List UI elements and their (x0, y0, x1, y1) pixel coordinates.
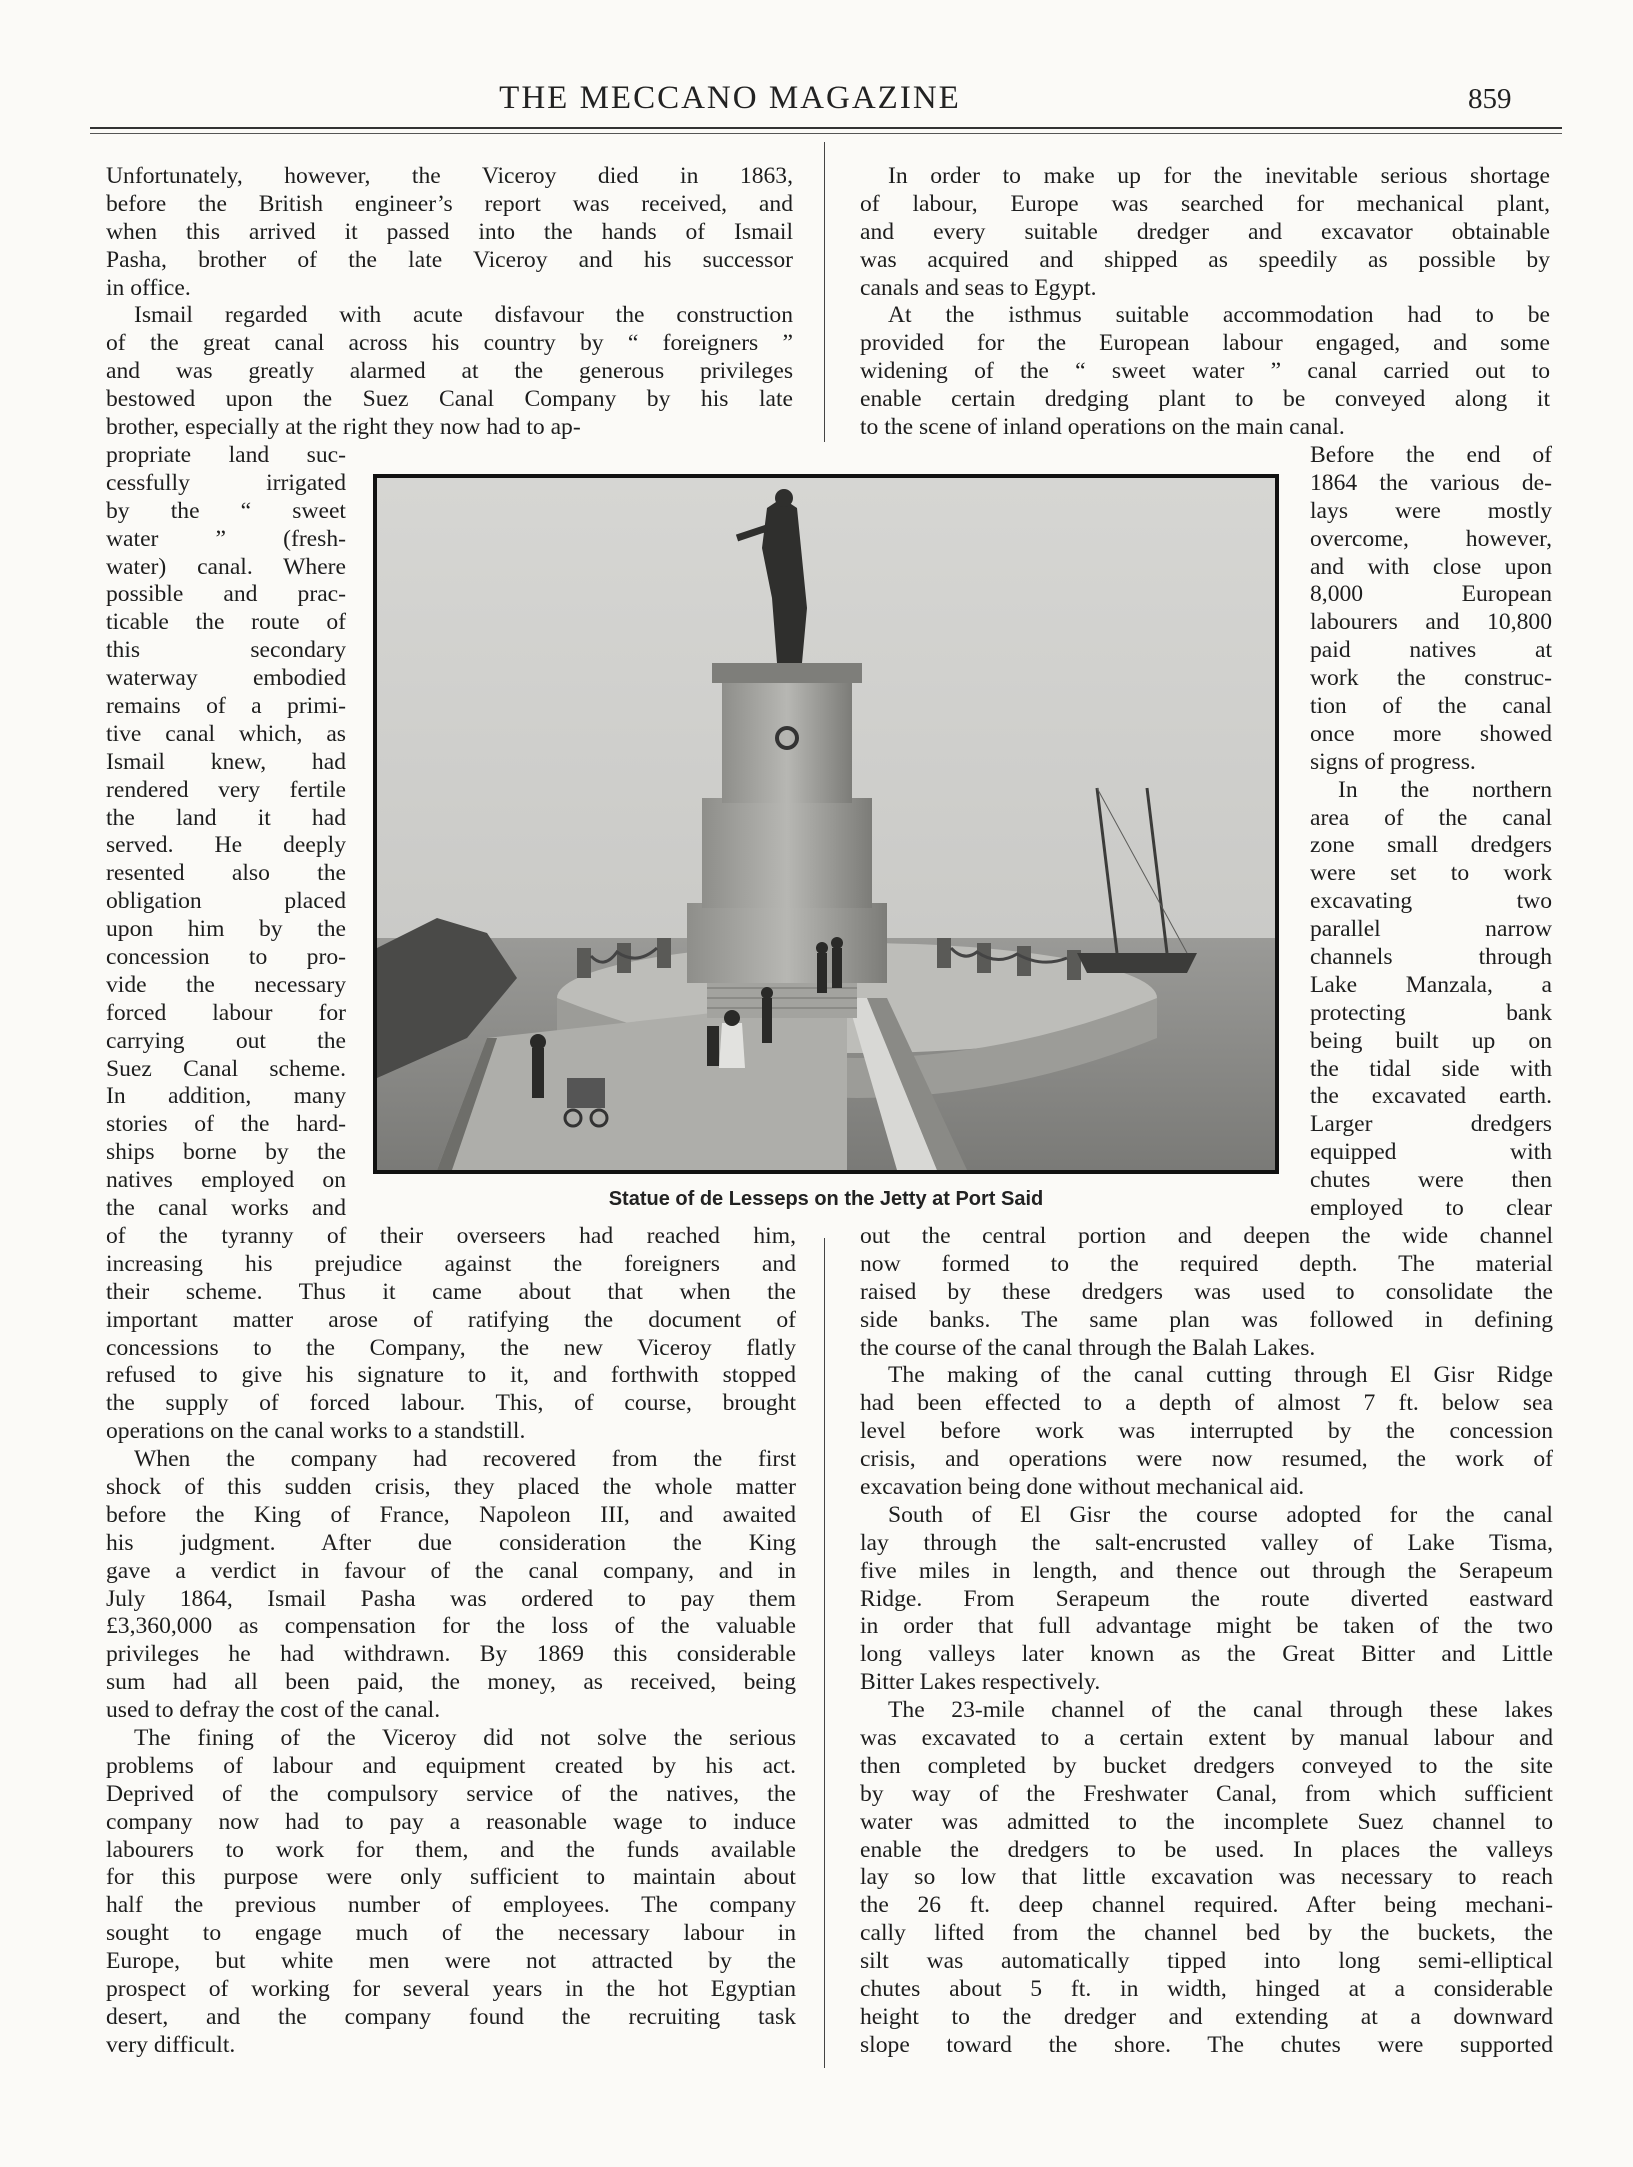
text-line: £3,360,000 as compensation for the loss of the valuable (106, 1613, 796, 1640)
text-line: by the “ sweet (106, 497, 346, 524)
text-line: In the northern (1338, 776, 1552, 803)
text-line: was excavated to a certain extent by manual labour and (860, 1725, 1553, 1752)
text-line: the land it had (106, 804, 346, 831)
text-line: operations on the canal works to a standstill. (106, 1418, 526, 1445)
text-line: natives employed on (106, 1167, 346, 1194)
text-line: provided for the European labour engaged, and some (860, 330, 1550, 357)
text-line: before the King of France, Napoleon III, and awaited (106, 1501, 796, 1528)
text-line: signs of progress. (1310, 748, 1476, 775)
text-line: were set to work (1310, 860, 1552, 887)
text-line: parallel narrow (1310, 916, 1552, 943)
text-line: water ” (fresh- (106, 525, 346, 552)
text-line: In addition, many (106, 1083, 346, 1110)
text-line: Lake Manzala, a (1310, 971, 1552, 998)
text-line: lay through the salt-encrusted valley of Lake Tisma, (860, 1529, 1553, 1556)
text-line: sought to engage much of the necessary labour in (106, 1920, 796, 1947)
text-line: height to the dredger and extending at a downward (860, 2003, 1553, 2030)
text-line: vide the necessary (106, 971, 346, 998)
text-line: the tidal side with (1310, 1055, 1552, 1082)
text-line: Ridge. From Serapeum the route diverted eastward (860, 1585, 1553, 1612)
text-line: paid natives at (1310, 637, 1552, 664)
text-line: brother, especially at the right they now had to ap- (106, 414, 581, 441)
text-line: cessfully irrigated (106, 469, 346, 496)
text-line: Europe, but white men were not attracted by the (106, 1948, 796, 1975)
text-line: enable certain dredging plant to be conveyed along it (860, 386, 1550, 413)
text-line: overcome, however, (1310, 525, 1552, 552)
text-line: used to defray the cost of the canal. (106, 1697, 441, 1724)
text-line: being built up on (1310, 1027, 1552, 1054)
text-line: South of El Gisr the course adopted for the canal (888, 1501, 1553, 1528)
text-line: When the company had recovered from the first (134, 1446, 796, 1473)
text-line: company now had to pay a reasonable wage to induce (106, 1808, 796, 1835)
text-line: problems of labour and equipment created by his act. (106, 1752, 796, 1779)
text-line: The making of the canal cutting through El Gisr Ridge (888, 1362, 1553, 1389)
text-line: lay so low that little excavation was necessary to reach (860, 1864, 1553, 1891)
text-line: Bitter Lakes respectively. (860, 1669, 1101, 1696)
left-column-narrow-text (106, 442, 346, 1223)
text-line: level before work was interrupted by the concession (860, 1418, 1553, 1445)
text-line: area of the canal (1310, 804, 1552, 831)
text-line: labourers and 10,800 (1310, 609, 1552, 636)
text-line: Deprived of the compulsory service of the natives, the (106, 1780, 796, 1807)
text-line: out the central portion and deepen the wide channel (860, 1223, 1553, 1249)
text-line: before the British engineer’s report was received, and (106, 190, 793, 217)
text-line: Unfortunately, however, the Viceroy died in 1863, (106, 163, 793, 189)
text-line: for this purpose were only sufficient to maintain about (106, 1864, 796, 1891)
text-line: Before the end of (1310, 442, 1552, 468)
text-line: prospect of working for several years in the hot Egyptian (106, 1976, 796, 2003)
text-line: 1864 the various de- (1310, 469, 1552, 496)
text-line: waterway embodied (106, 665, 346, 692)
right-column-top-text (860, 163, 1550, 442)
text-line: refused to give his signature to it, and forthwith stopped (106, 1362, 796, 1389)
text-line: chutes about 5 ft. in width, hinged at a considerable (860, 1976, 1553, 2003)
text-line: of the tyranny of their overseers had reached him, (106, 1223, 796, 1249)
text-line: At the isthmus suitable accommodation had to be (888, 302, 1550, 329)
text-line: gave a verdict in favour of the canal company, and in (106, 1557, 796, 1584)
text-line: 8,000 European (1310, 581, 1552, 608)
text-line: by way of the Freshwater Canal, from which sufficient (860, 1780, 1553, 1807)
text-line: now formed to the required depth. The material (860, 1250, 1553, 1277)
text-line: long valleys later known as the Great Bitter and Little (860, 1641, 1553, 1668)
text-line: raised by these dredgers was used to consolidate the (860, 1278, 1553, 1305)
text-line: Larger dredgers (1310, 1111, 1552, 1138)
text-line: In order to make up for the inevitable serious shortage (888, 163, 1550, 189)
text-line: of the great canal across his country by “ foreigners ” (106, 330, 793, 357)
column-divider-top (824, 142, 825, 442)
text-line: side banks. The same plan was followed in defining (860, 1306, 1553, 1333)
text-line: their scheme. Thus it came about that when the (106, 1278, 796, 1305)
header-rule-thin (90, 133, 1562, 134)
text-line: shock of this sudden crisis, they placed the whole matter (106, 1474, 796, 1501)
text-line: chutes were then (1310, 1167, 1552, 1194)
text-line: bestowed upon the Suez Canal Company by his late (106, 386, 793, 413)
text-line: the 26 ft. deep channel required. After being mechani- (860, 1892, 1553, 1919)
photo-caption: Statue of de Lesseps on the Jetty at Port Said (608, 1188, 1044, 1210)
text-line: concessions to the Company, the new Viceroy flatly (106, 1334, 796, 1361)
text-line: The fining of the Viceroy did not solve the serious (134, 1725, 796, 1752)
text-line: work the construc- (1310, 665, 1552, 692)
text-line: enable the dredgers to be used. In places the valleys (860, 1836, 1553, 1863)
text-line: ships borne by the (106, 1139, 346, 1166)
text-line: and with close upon (1310, 553, 1552, 580)
text-line: water) canal. Where (106, 553, 346, 580)
text-line: when this arrived it passed into the hands of Ismail (106, 218, 793, 245)
text-line: forced labour for (106, 999, 346, 1026)
text-line: increasing his prejudice against the foreigners and (106, 1250, 796, 1277)
text-line: this secondary (106, 637, 346, 664)
right-column-bottom-text (860, 1223, 1553, 2060)
text-line: silt was automatically tipped into long semi-elliptical (860, 1948, 1553, 1975)
text-line: the canal works and (106, 1195, 346, 1222)
text-line: concession to pro- (106, 944, 346, 971)
text-line: then completed by bucket dredgers conveyed to the site (860, 1752, 1553, 1779)
text-line: cally lifted from the channel bed by the buckets, the (860, 1920, 1553, 1947)
text-line: canals and seas to Egypt. (860, 274, 1097, 301)
text-line: widening of the “ sweet water ” canal carried out to (860, 358, 1550, 385)
right-column-narrow-text (1310, 442, 1552, 1223)
text-line: carrying out the (106, 1027, 346, 1054)
text-line: upon him by the (106, 916, 346, 943)
text-line: remains of a primi- (106, 693, 346, 720)
text-line: labourers to work for them, and the funds available (106, 1836, 796, 1863)
text-line: once more showed (1310, 720, 1552, 747)
text-line: had been effected to a depth of almost 7 ft. below sea (860, 1390, 1553, 1417)
column-divider-bottom (824, 1238, 825, 2068)
text-line: desert, and the company found the recruiting task (106, 2003, 796, 2030)
text-line: and was greatly alarmed at the generous privileges (106, 358, 793, 385)
text-line: five miles in length, and thence out through the Serapeum (860, 1557, 1553, 1584)
text-line: of labour, Europe was searched for mechanical plant, (860, 190, 1550, 217)
text-line: equipped with (1310, 1139, 1552, 1166)
text-line: and every suitable dredger and excavator obtainable (860, 218, 1550, 245)
left-column-bottom-text (106, 1223, 796, 2060)
text-line: Suez Canal scheme. (106, 1055, 346, 1082)
text-line: in order that full advantage might be taken of the two (860, 1613, 1553, 1640)
text-line: served. He deeply (106, 832, 346, 859)
text-line: in office. (106, 274, 191, 301)
text-line: slope toward the shore. The chutes were supported (860, 2031, 1553, 2058)
statue-photograph (373, 474, 1279, 1174)
text-line: the course of the canal through the Balah Lakes. (860, 1334, 1316, 1361)
page-number: 859 (1468, 83, 1512, 115)
text-line: lays were mostly (1310, 497, 1552, 524)
header-rule (90, 127, 1562, 129)
text-line: important matter arose of ratifying the document of (106, 1306, 796, 1333)
text-line: water was admitted to the incomplete Suez channel to (860, 1808, 1553, 1835)
text-line: Ismail regarded with acute disfavour the construction (134, 302, 793, 329)
text-line: excavating two (1310, 888, 1552, 915)
text-line: employed to clear (1310, 1195, 1552, 1222)
text-line: protecting bank (1310, 999, 1552, 1026)
text-line: the supply of forced labour. This, of course, brought (106, 1390, 796, 1417)
text-line: July 1864, Ismail Pasha was ordered to pay them (106, 1585, 796, 1612)
statue-photo-image (377, 478, 1275, 1170)
text-line: zone small dredgers (1310, 832, 1552, 859)
text-line: excavation being done without mechanical aid. (860, 1474, 1305, 1501)
text-line: stories of the hard- (106, 1111, 346, 1138)
text-line: propriate land suc- (106, 442, 346, 468)
text-line: sum had all been paid, the money, as received, being (106, 1669, 796, 1696)
text-line: privileges he had withdrawn. By 1869 this considerable (106, 1641, 796, 1668)
text-line: half the previous number of employees. The company (106, 1892, 796, 1919)
text-line: was acquired and shipped as speedily as possible by (860, 246, 1550, 273)
text-line: ticable the route of (106, 609, 346, 636)
text-line: channels through (1310, 944, 1552, 971)
text-line: his judgment. After due consideration the King (106, 1529, 796, 1556)
text-line: possible and prac- (106, 581, 346, 608)
text-line: Ismail knew, had (106, 748, 346, 775)
text-line: very difficult. (106, 2031, 236, 2058)
text-line: the excavated earth. (1310, 1083, 1552, 1110)
text-line: Pasha, brother of the late Viceroy and his successor (106, 246, 793, 273)
text-line: tion of the canal (1310, 693, 1552, 720)
text-line: obligation placed (106, 888, 346, 915)
text-line: The 23-mile channel of the canal through these lakes (888, 1697, 1553, 1724)
left-column-top-text (106, 163, 793, 442)
text-line: crisis, and operations were now resumed, the work of (860, 1446, 1553, 1473)
text-line: rendered very fertile (106, 776, 346, 803)
text-line: to the scene of inland operations on the main canal. (860, 414, 1345, 441)
magazine-title: THE MECCANO MAGAZINE (499, 80, 961, 116)
text-line: resented also the (106, 860, 346, 887)
text-line: tive canal which, as (106, 720, 346, 747)
